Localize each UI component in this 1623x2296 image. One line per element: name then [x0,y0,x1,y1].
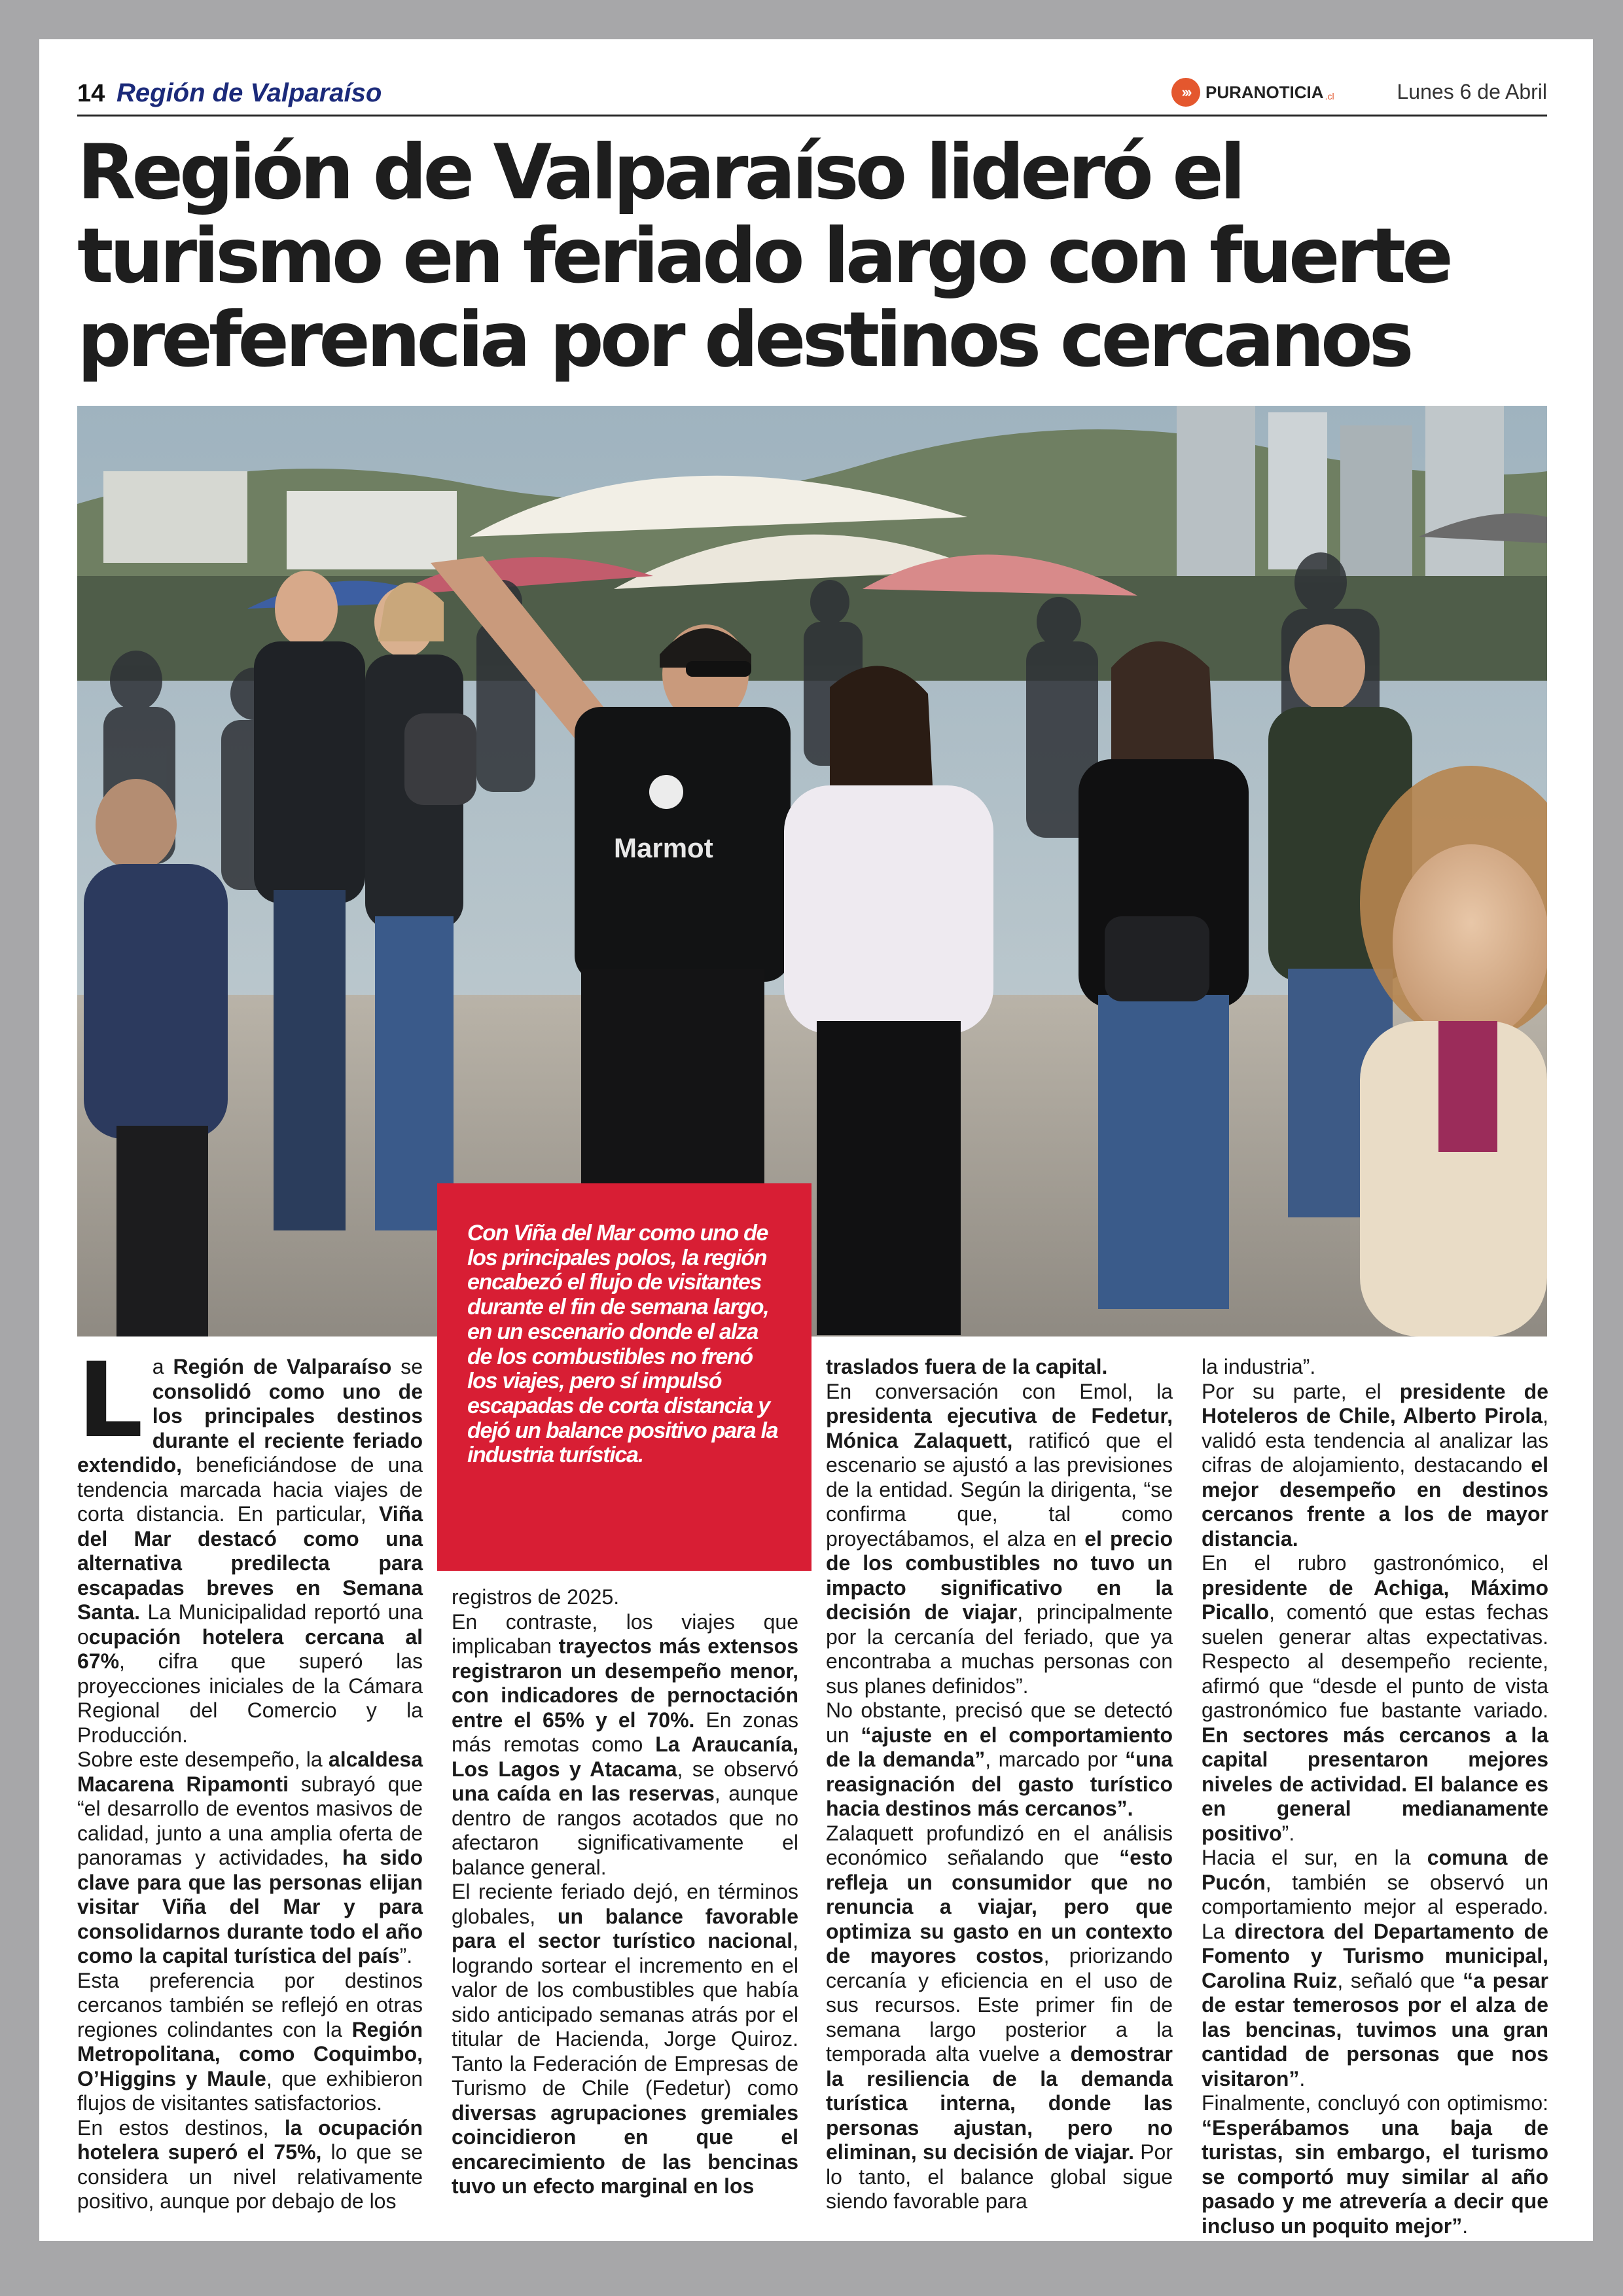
bold-run: La Araucanía, Los Lagos y Atacama [452,1732,799,1781]
text-run: lo que se considera un nivel relativamente positivo, aunque por debajo de los [77,2140,423,2213]
text-run: , validó esta tendencia al analizar las cifras de alojamiento, destacando [1202,1404,1548,1477]
article-paragraph [77,1748,423,1969]
text-run: La Municipalidad reportó una o [77,1600,423,1649]
bold-run: directora del Departamento de Fomento y Turismo municipal, Carolina Ruiz [1202,1919,1549,1992]
article-paragraph [1202,1355,1548,1380]
text-run: beneficiándose de una tendencia marcada hacia viajes de corta distancia. En particular, [77,1453,423,1526]
bold-run: diversas agrupaciones gremiales coincidieron en que el encarecimiento de las bencinas tuvo un efecto marginal en los [452,2100,798,2198]
bold-run: comuna de Pucón [1202,1846,1549,1894]
bold-run: “esto refleja un consumidor que no renuncia a viajar, pero que optimiza su gasto en un contexto de mayores costos [826,1846,1173,1967]
text-run: ratificó que el escenario se ajustó a las previsiones de la entidad. Según la dirigenta, “se confirma que, tal como proyectábamos, el alza en [826,1428,1173,1551]
article-paragraph [77,2116,423,2214]
bold-run: Región Metropolitana, como Coquimbo, O’Higgins y Maule [77,2017,423,2090]
bold-run: “a pesar de estar temerosos por el alza de las bencinas, tuvimos una gran cantidad de personas que nos visitaron” [1202,1968,1549,2090]
text-run: . [1462,2214,1469,2238]
article-paragraph [826,1698,1173,1821]
text-run: . [1299,2066,1306,2090]
article-column-3 [826,1355,1173,2214]
article-paragraph [77,1969,423,2116]
text-run: En zonas más remotas como [452,1708,799,1756]
article-paragraph [452,1585,798,1610]
bold-run: cupación hotelera cercana al 67% [77,1624,423,1673]
text-run: Esta preferencia por destinos cercanos también se reflejó en otras regiones colindantes con la [77,1968,423,2041]
bold-run: Viña del Mar destacó como una alternativa predilecta para escapadas breves en Semana Santa. [77,1502,423,1624]
lead-photo [77,406,1547,1336]
article-paragraph [1202,1380,1548,1552]
article-paragraph [826,1355,1173,1380]
text-run: Zalaquett profundizó en el análisis económico señalando que [826,1821,1173,1869]
bold-run: “una reasignación del gasto turístico hacia destinos más cercanos”. [826,1748,1173,1820]
bold-run: el mejor desempeño en destinos cercanos frente a los de mayor distancia. [1202,1453,1548,1551]
text-run: Hacia el sur, en la [1202,1846,1427,1869]
article-paragraph [1202,2091,1548,2238]
bold-run: “ajuste en el comportamiento de la demanda” [826,1723,1173,1771]
text-run: En conversación con Emol, la [826,1379,1173,1403]
bold-run: consolidó como uno de los principales destinos durante el reciente feriado extendido, [77,1379,423,1477]
bold-run: presidente de Achiga, Máximo Picallo [1202,1575,1548,1624]
bold-run: presidenta ejecutiva de Fedetur, Mónica Zalaquett, [826,1404,1173,1452]
text-run: Por su parte, el [1202,1379,1400,1403]
text-run: ”. [1281,1821,1295,1845]
issue-date: Lunes 6 de Abril [1397,80,1547,103]
drop-cap: L [77,1340,143,1461]
text-run: , que exhibieron flujos de visitantes satisfactorios. [77,2066,423,2115]
text-run: , comentó que estas fechas suelen generar altas expectativas. Respecto al desempeño reciente, afirmó que “desde el punto de vista gastronómico fue bastante variado. [1202,1600,1548,1722]
bold-run: Región de Valparaíso [173,1355,392,1378]
article-paragraph [452,1610,798,1880]
text-run: No obstante, precisó que se detectó un [826,1698,1173,1747]
shirt-logo-text: Marmot [614,833,713,863]
bold-run: una caída en las reservas [452,1782,715,1805]
pull-quote-text: Con Viña del Mar como uno de los principales polos, la región encabezó el flujo de visitantes durante el fin de semana largo, en un escenario donde el alza de los combustibles no frenó los viajes, pero sí impulsó escapadas de corta distancia y dejó un balance positivo para la industria turística. [467,1221,778,1468]
text-run: se [391,1355,423,1378]
text-run: , se observó [677,1757,799,1781]
bold-run: la ocupación hotelera superó el 75%, [77,2115,423,2164]
text-run: subrayó que “el desarrollo de eventos masivos de calidad, junto a una amplia oferta de panoramas y actividades, [77,1772,423,1869]
brand-name: PURANOTICIA [1205,82,1324,102]
crowd-photo-illustration [77,406,1547,1336]
text-run: , principalmente por la cercanía del feriado, que ya encontraba a muchas personas con sus planes definidos”. [826,1600,1173,1698]
bold-run: el precio de los combustibles no tuvo un impacto significativo en la decisión de viajar [826,1526,1173,1624]
text-run: , logrando sortear el incremento en el valor de los combustibles que había sido anticipado semanas atrás por el titular de Hacienda, Jorge Quiroz. Tanto la Federación de Empresas de Turismo de Chile (Fedetur) como [452,1929,798,2100]
article-paragraph [826,1380,1173,1699]
text-run: registros de 2025. [452,1585,620,1609]
page-number: 14 [77,80,105,107]
text-run: , señaló que [1337,1968,1463,1992]
bold-run: un balance favorable para el sector turístico nacional [452,1904,799,1952]
bold-run: En sectores más cercanos a la capital presentaron mejores niveles de actividad. El balance es en general medianamente positivo [1202,1723,1548,1845]
bold-run: trayectos más extensos registraron un desempeño menor, con indicadores de pernoctación entre el 65% y el 70%. [452,1634,799,1732]
text-run: Finalmente, concluyó con optimismo: [1202,2091,1548,2115]
bold-run: presidente de Hoteleros de Chile, Alberto Pirola [1202,1379,1549,1427]
page-header [77,73,1547,117]
bold-run: alcaldesa Macarena Ripamonti [77,1748,423,1796]
text-run: Sobre este desempeño, la [77,1748,329,1771]
text-run: la industria”. [1202,1355,1316,1378]
brand-logo [1171,76,1334,109]
text-run: En contraste, los viajes que implicaban [452,1609,798,1658]
text-run: En estos destinos, [77,2115,285,2140]
bold-run: demostrar la resiliencia de la demanda turística interna, donde las personas ajustan, pero no eliminan, su decisión de viajar. [826,2042,1173,2164]
text-run: El reciente feriado dejó, en términos globales, [452,1880,798,1928]
bold-run: “Esperábamos una baja de turistas, sin embargo, el turismo se comportó muy similar al año pasado y me atrevería a decir que incluso un poquito mejor” [1202,2115,1548,2238]
text-run: Por lo tanto, el balance global sigue siendo favorable para [826,2140,1173,2213]
chevrons-icon: ››› [1171,78,1200,107]
pull-quote [437,1183,812,1571]
article-paragraph [1202,1846,1548,2091]
text-run: a [152,1355,173,1378]
text-run: , aunque dentro de rangos acotados que no afectaron significativamente el balance general. [452,1782,799,1879]
text-run: , cifra que superó las proyecciones iniciales de la Cámara Regional del Comercio y la Producción. [77,1649,423,1747]
text-run: ”. [399,1944,413,1967]
text-run: , también se observó un comportamiento mejor al esperado. La [1202,1870,1548,1943]
text-run: , marcado por [985,1748,1126,1771]
text-run: , priorizando cercanía y eficiencia en el uso de sus recursos. Este primer fin de semana largo posterior a la temporada alta vuelve a [826,1944,1173,2066]
article-paragraph [452,1880,798,2199]
article-column-1 [77,1340,423,2214]
bold-run: traslados fuera de la capital. [826,1355,1108,1378]
article-column-2 [452,1585,798,2199]
headline: Región de Valparaíso lideró el turismo en feriado largo con fuerte preferencia por destinos cercanos [77,128,1450,384]
text-run: En el rubro gastronómico, el [1202,1551,1548,1575]
section-title: Región de Valparaíso [116,79,382,107]
article-column-4 [1202,1355,1548,2238]
article-paragraph [1202,1551,1548,1846]
bold-run: ha sido clave para que las personas elijan visitar Viña del Mar y para consolidarnos durante todo el año como la capital turística del país [77,1846,423,1967]
article-paragraph [826,1821,1173,2214]
brand-suffix: .cl [1325,91,1334,101]
